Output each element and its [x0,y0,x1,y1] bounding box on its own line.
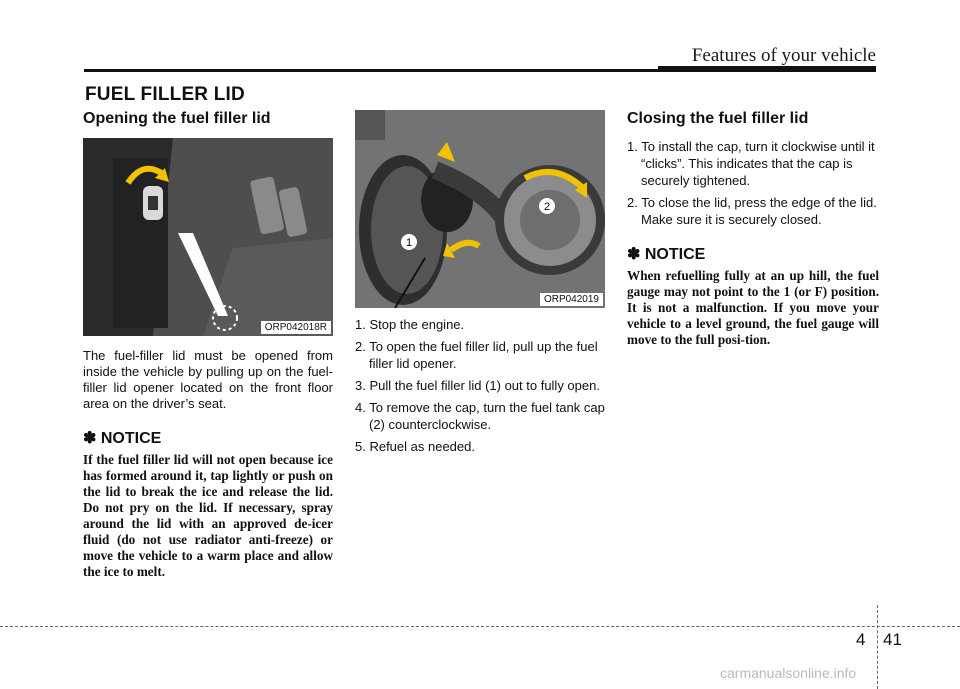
opening-body: The fuel-filler lid must be opened from inside the vehicle by pulling up on the fuel-filler lid opener located on the front floor area on the driver’s seat. [83,348,333,411]
list-item: 2. To open the fuel filler lid, pull up the fuel filler lid opener. [355,339,598,371]
list-item: 2. To close the lid, press the edge of the lid. Make sure it is securely closed. [627,195,877,227]
figure-fuel-cap [355,110,605,308]
notice-title: ✽ NOTICE [83,430,162,447]
closing-steps [627,138,879,228]
figure-lid-opener [83,138,333,336]
notice-text: If the fuel filler lid will not open because ice has formed around it, tap lightly or push on the lid to break the ice and release the lid. Do not pry on the lid. If necessary, spray around the lid with an approved de-icer fluid (do not use radiator anti-freeze) or move the vehicle to a warm place and allow the ice to melt. [83,452,333,579]
footer-divider [877,605,878,689]
callout-1-label: 1 [405,237,413,249]
header-rule-accent [658,66,876,72]
watermark: carmanualsonline.info [720,665,857,681]
list-item: 1. To install the cap, turn it clockwise until it “clicks”. This indicates that the cap is securely tightened. [627,139,875,188]
figure-code: ORP042019 [540,293,603,306]
figure-code: ORP042018R [261,321,331,334]
column-closing [627,110,879,348]
list-item: 4. To remove the cap, turn the fuel tank cap (2) counterclockwise. [355,400,605,432]
list-item: 5. Refuel as needed. [355,439,475,454]
page-number: 41 [883,630,902,649]
fuel-cap-illustration [355,110,605,308]
list-item: 3. Pull the fuel filler lid (1) out to fully open. [355,378,600,393]
list-item: 1. Stop the engine. [355,317,465,332]
notice-text: When refuelling fully at an up hill, the fuel gauge may not point to the 1 (or F) position. It is not a malfunction. If you move your vehicle to a level ground, the fuel gauge will move to the full posi-tion. [627,268,879,347]
footer-rule [0,626,960,627]
column-opening [83,110,333,580]
lid-opener-illustration [83,138,333,336]
header-title: Features of your vehicle [691,45,876,66]
section-title: FUEL FILLER LID [85,84,245,105]
column-steps [355,110,605,460]
callout-2-label: 2 [543,201,551,213]
opening-heading: Opening the fuel filler lid [83,110,271,127]
notice-title: ✽ NOTICE [627,246,706,263]
chapter-number: 4 [856,630,866,649]
opening-steps [355,316,605,455]
closing-heading: Closing the fuel filler lid [627,110,809,127]
